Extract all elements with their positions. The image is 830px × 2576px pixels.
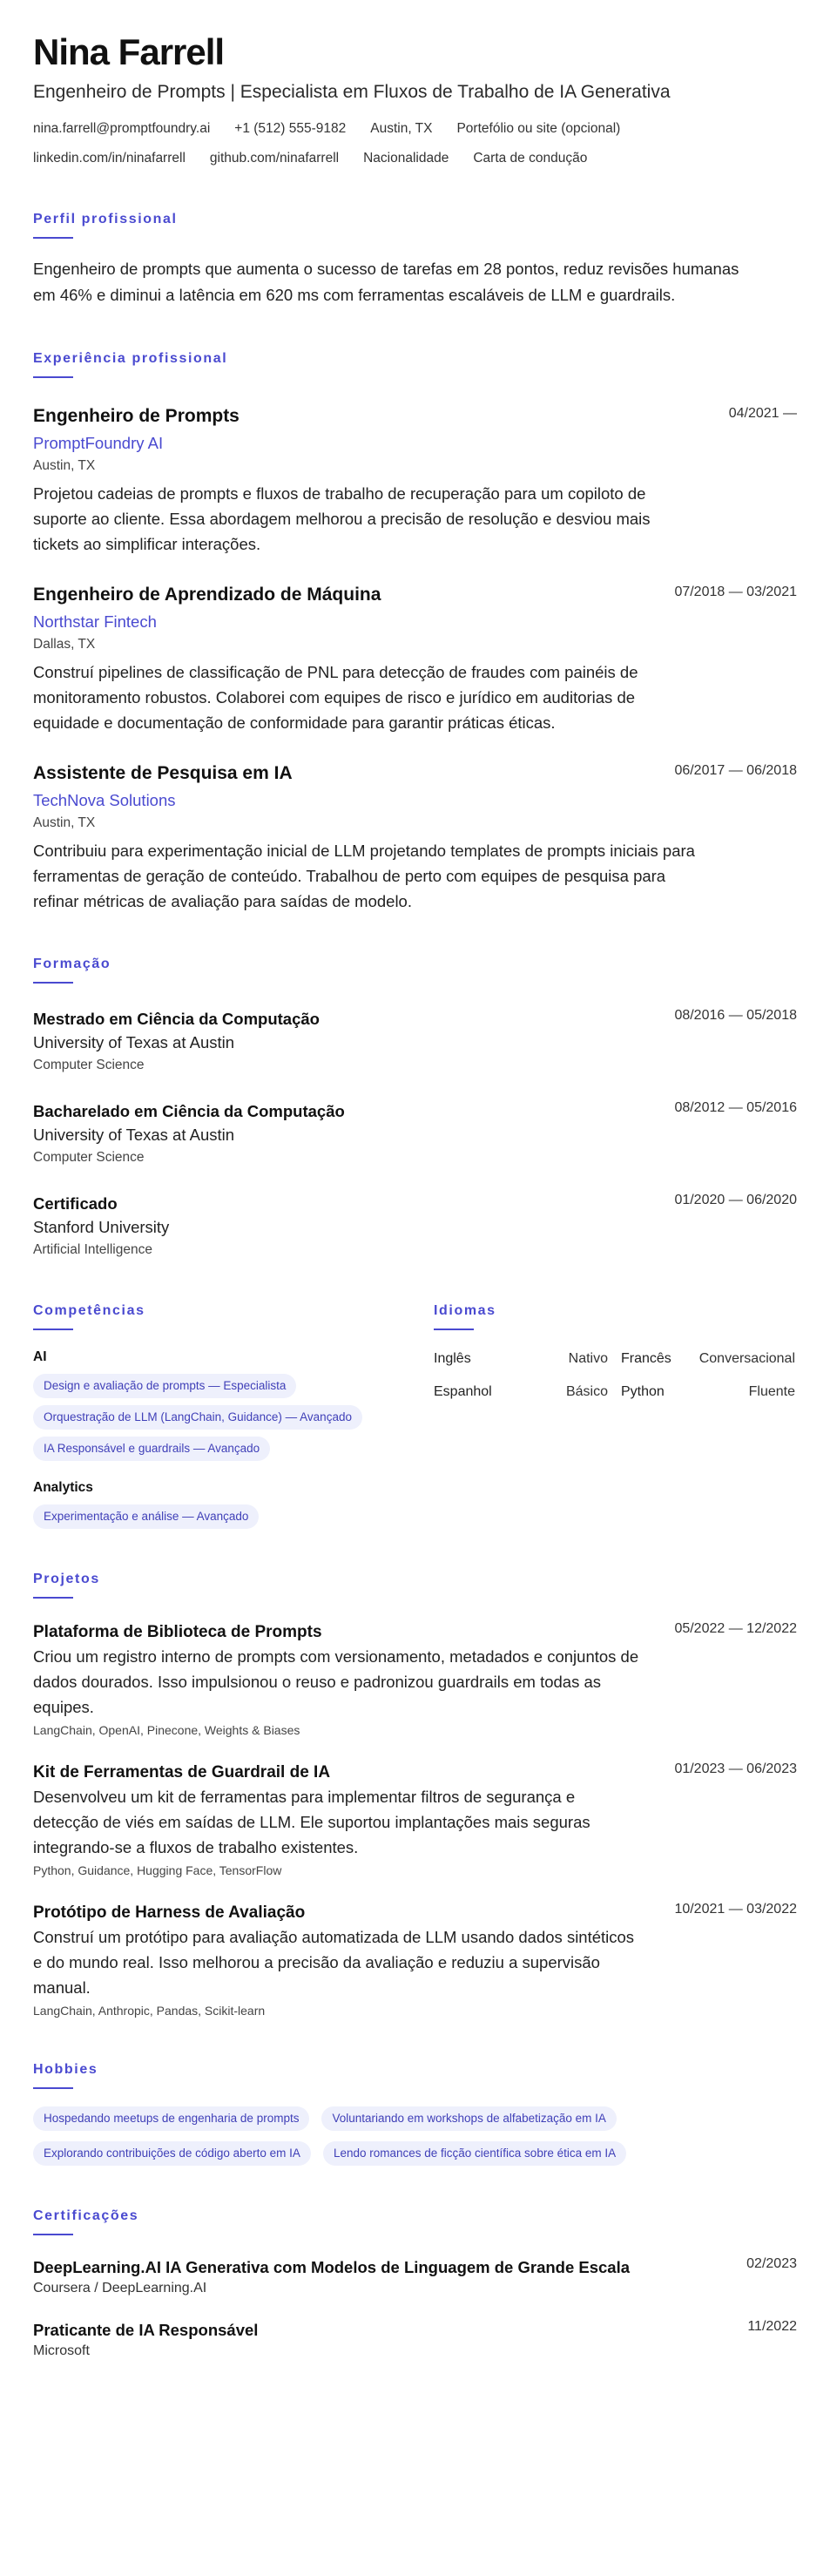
job-title: Engenheiro de Prompts — [33, 406, 240, 426]
skill-chip-list — [33, 1374, 399, 1461]
project-description: Construí um protótipo para avaliação automatizada de LLM usando dados sintéticos e do mundo real. Isso melhorou a precisão da avaliação e reduziu a supervisão manual. — [33, 1928, 635, 1997]
section-divider — [33, 237, 73, 239]
job-title: Assistente de Pesquisa em IA — [33, 763, 293, 783]
contact-driving-license: Carta de condução — [473, 151, 588, 166]
certification-name: Praticante de IA Responsável — [33, 2321, 259, 2339]
section-title-projects: Projetos — [33, 1572, 100, 1586]
job-company: TechNova Solutions — [33, 791, 176, 809]
section-divider — [33, 1329, 73, 1330]
project-name: Protótipo de Harness de Avaliação — [33, 1903, 306, 1922]
language-row — [434, 1383, 795, 1402]
project-tech-stack: LangChain, Anthropic, Pandas, Scikit-learn — [33, 2004, 266, 2018]
contact-location: Austin, TX — [370, 121, 433, 136]
education-school: University of Texas at Austin — [33, 1033, 235, 1051]
candidate-name: Nina Farrell — [33, 31, 225, 72]
contact-nationality: Nacionalidade — [363, 151, 449, 166]
language-entry — [621, 1349, 795, 1369]
language-entry — [434, 1383, 608, 1402]
certification-item — [33, 2319, 797, 2361]
education-field: Computer Science — [33, 1150, 145, 1165]
project-description: Criou um registro interno de prompts com versionamento, metadados e conjuntos de dados dourados. Isso impulsionou o reuso e padronizou guardrails em todas as equipes. — [33, 1647, 639, 1716]
language-name: Francês — [621, 1351, 671, 1366]
contact-info — [33, 118, 747, 169]
projects-section — [33, 1571, 797, 2019]
section-divider — [33, 2087, 73, 2089]
section-divider — [33, 376, 73, 378]
project-tech-stack: LangChain, OpenAI, Pinecone, Weights & Biases — [33, 1723, 300, 1737]
language-entry — [621, 1383, 795, 1402]
education-date: 08/2016 — 05/2018 — [674, 1008, 797, 1023]
education-degree: Bacharelado em Ciência da Computação — [33, 1102, 345, 1120]
certification-item — [33, 2256, 797, 2298]
job-description: Contribuiu para experimentação inicial de LLM projetando templates de prompts iniciais para ferramentas de geração de conteúdo. Trabalhou de perto com equipes de pesquisa para refinar métricas de avaliação para saídas de modelo. — [33, 842, 695, 910]
skill-chip: IA Responsável e guardrails — Avançado — [33, 1437, 270, 1461]
section-title-hobbies: Hobbies — [33, 2062, 98, 2077]
project-tech-stack: Python, Guidance, Hugging Face, TensorFlow — [33, 1863, 282, 1877]
job-company: PromptFoundry AI — [33, 434, 164, 452]
certification-date: 11/2022 — [747, 2319, 797, 2334]
job-location: Dallas, TX — [33, 637, 96, 652]
language-level: Conversacional — [698, 1351, 795, 1366]
hobby-chip: Voluntariando em workshops de alfabetização em IA — [321, 2106, 616, 2131]
education-field: Artificial Intelligence — [33, 1242, 152, 1257]
section-divider — [434, 1329, 474, 1330]
project-date: 10/2021 — 03/2022 — [674, 1902, 797, 1917]
skill-chip: Design e avaliação de prompts — Especialista — [33, 1374, 296, 1398]
hobby-chip: Explorando contribuições de código aberto em IA — [33, 2141, 311, 2166]
education-school: Stanford University — [33, 1218, 170, 1236]
certification-date: 02/2023 — [746, 2256, 797, 2271]
skill-chip: Orquestração de LLM (LangChain, Guidance) — Avançado — [33, 1405, 362, 1430]
contact-phone: +1 (512) 555-9182 — [234, 121, 347, 136]
hobby-chip: Lendo romances de ficção científica sobre ética em IA — [323, 2141, 626, 2166]
certification-issuer: Coursera / DeepLearning.AI — [33, 2281, 207, 2295]
section-divider — [33, 1597, 73, 1599]
job-location: Austin, TX — [33, 458, 96, 473]
project-description: Desenvolveu um kit de ferramentas para implementar filtros de segurança e detecção de viés em saídas de LLM. Ele suportou implantações mais seguras integrando-se a fluxos de trabalho existentes. — [33, 1788, 590, 1856]
summary-section — [33, 211, 797, 308]
hobby-chip-list — [33, 2106, 747, 2166]
skill-group-title: Analytics — [33, 1480, 93, 1495]
language-entry — [434, 1349, 608, 1369]
project-item — [33, 1902, 797, 2019]
section-title-experience: Experiência profissional — [33, 351, 228, 366]
section-title-education: Formação — [33, 957, 111, 971]
section-title-certifications: Certificações — [33, 2208, 139, 2223]
contact-portfolio: Portefólio ou site (opcional) — [456, 121, 621, 136]
job-company: Northstar Fintech — [33, 612, 157, 631]
education-date: 01/2020 — 06/2020 — [674, 1193, 797, 1207]
language-name: Python — [621, 1384, 665, 1399]
experience-item — [33, 404, 797, 557]
resume-header — [33, 31, 797, 169]
certifications-section — [33, 2208, 797, 2361]
summary-text: Engenheiro de prompts que aumenta o sucesso de tarefas em 28 pontos, reduz revisões humanas em 46% e diminui a latência em 620 ms com ferramentas escaláveis de LLM e guardrails. — [33, 260, 739, 304]
job-location: Austin, TX — [33, 815, 96, 830]
project-name: Kit de Ferramentas de Guardrail de IA — [33, 1763, 331, 1782]
education-item — [33, 1100, 797, 1168]
education-item — [33, 1193, 797, 1261]
job-date: 06/2017 — 06/2018 — [674, 763, 797, 778]
hobbies-section — [33, 2061, 797, 2166]
job-description: Projetou cadeias de prompts e fluxos de trabalho de recuperação para um copiloto de suporte ao cliente. Essa abordagem melhorou a precisão de resolução e desviou mais tickets ao simplificar interações. — [33, 484, 651, 553]
project-date: 01/2023 — 06/2023 — [674, 1761, 797, 1776]
skills-languages-row — [33, 1302, 797, 1529]
hobby-chip: Hospedando meetups de engenharia de prompts — [33, 2106, 309, 2131]
candidate-headline: Engenheiro de Prompts | Especialista em Fluxos de Trabalho de IA Generativa — [33, 82, 671, 102]
skill-group-title: AI — [33, 1349, 47, 1364]
contact-linkedin: linkedin.com/in/ninafarrell — [33, 151, 186, 166]
experience-section — [33, 350, 797, 914]
certification-name: DeepLearning.AI IA Generativa com Modelos de Linguagem de Grande Escala — [33, 2258, 631, 2276]
section-divider — [33, 982, 73, 984]
languages-section — [434, 1302, 795, 1529]
job-description: Construí pipelines de classificação de PNL para detecção de fraudes com painéis de monitoramento robustos. Colaborei com equipes de risco e jurídico em auditorias de equidade e documentação de conformidade para garantir práticas éticas. — [33, 663, 638, 732]
language-row — [434, 1349, 795, 1369]
project-item — [33, 1621, 797, 1739]
job-date: 07/2018 — 03/2021 — [674, 585, 797, 599]
skill-chip: Experimentação e análise — Avançado — [33, 1504, 259, 1529]
language-level: Fluente — [748, 1384, 795, 1399]
experience-item — [33, 583, 797, 735]
job-date: 04/2021 — — [728, 406, 797, 421]
contact-email: nina.farrell@promptfoundry.ai — [33, 121, 211, 136]
project-name: Plataforma de Biblioteca de Prompts — [33, 1623, 322, 1641]
skill-chip-list — [33, 1504, 399, 1529]
language-level: Básico — [565, 1384, 608, 1399]
languages-table — [434, 1349, 795, 1402]
project-item — [33, 1761, 797, 1879]
section-title-summary: Perfil profissional — [33, 212, 178, 226]
contact-github: github.com/ninafarrell — [209, 151, 340, 166]
job-title: Engenheiro de Aprendizado de Máquina — [33, 585, 381, 605]
education-item — [33, 1008, 797, 1076]
education-section — [33, 956, 797, 1261]
education-degree: Mestrado em Ciência da Computação — [33, 1010, 320, 1028]
experience-item — [33, 761, 797, 914]
section-title-skills: Competências — [33, 1303, 145, 1318]
education-degree: Certificado — [33, 1194, 118, 1213]
education-school: University of Texas at Austin — [33, 1126, 235, 1144]
section-title-languages: Idiomas — [434, 1303, 496, 1318]
education-field: Computer Science — [33, 1058, 145, 1072]
language-name: Inglês — [434, 1351, 471, 1366]
language-level: Nativo — [568, 1351, 608, 1366]
skills-section — [33, 1302, 399, 1529]
project-date: 05/2022 — 12/2022 — [674, 1621, 797, 1636]
section-divider — [33, 2234, 73, 2235]
education-date: 08/2012 — 05/2016 — [674, 1100, 797, 1115]
language-name: Espanhol — [434, 1384, 492, 1399]
skill-group — [33, 1480, 399, 1529]
skill-group — [33, 1349, 399, 1461]
certification-issuer: Microsoft — [33, 2343, 90, 2358]
